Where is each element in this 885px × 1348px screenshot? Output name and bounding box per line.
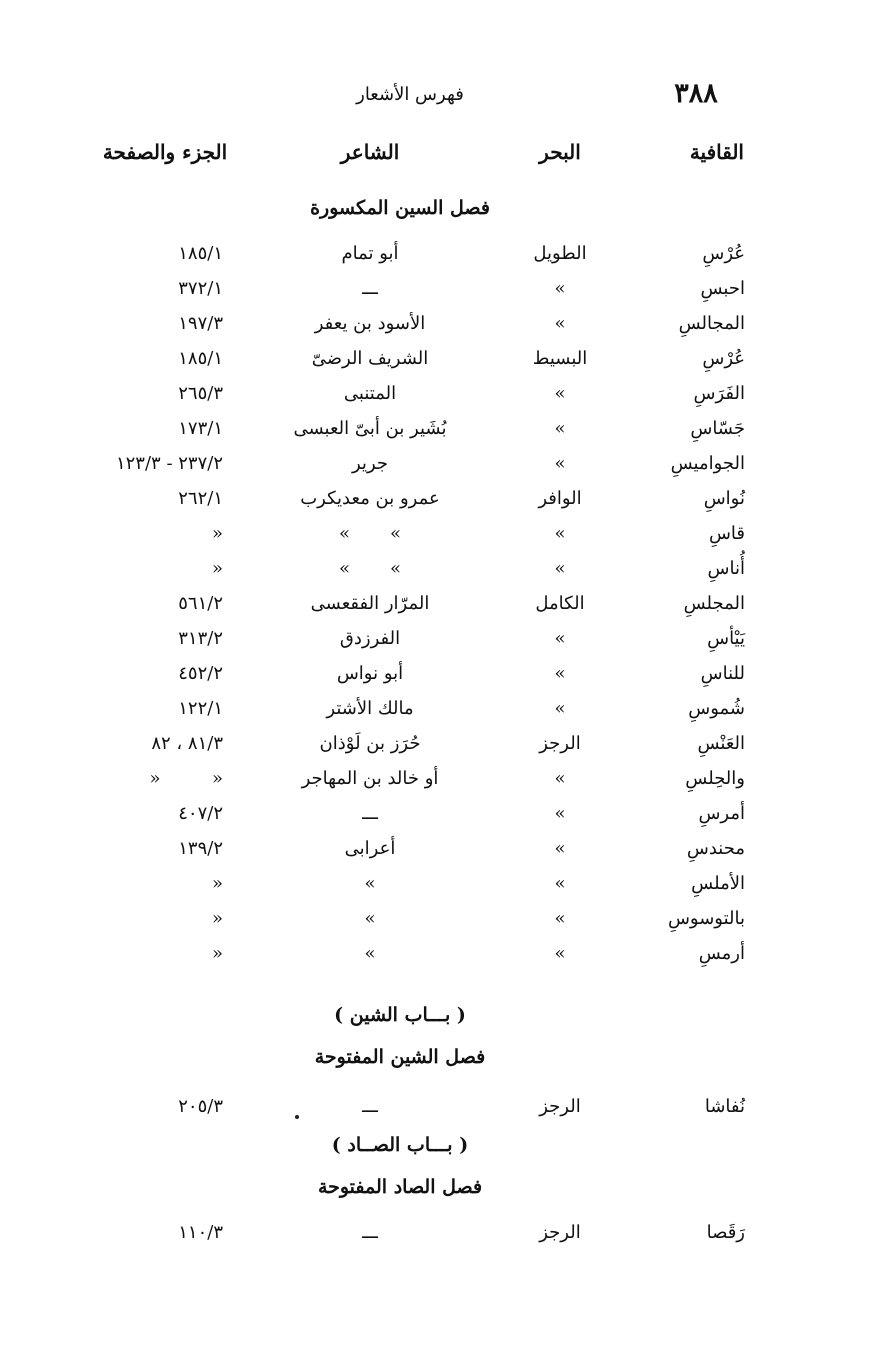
- reference-cell: ١٧٣/١: [178, 418, 223, 439]
- rhyme-cell: احبسِ: [700, 278, 745, 299]
- reference-cell: ٤٥٢/٢: [178, 663, 223, 684]
- rhyme-cell: المجلسِ: [683, 593, 745, 614]
- table-row: [0, 1216, 885, 1250]
- ink-speck: [295, 1115, 299, 1119]
- meter-cell: البسيط: [532, 348, 588, 369]
- meter-cell: »: [554, 628, 566, 649]
- poet-cell: جرير: [352, 453, 388, 474]
- meter-cell: الرجز: [539, 1096, 581, 1117]
- reference-cell: ١٢٢/١: [178, 698, 223, 719]
- rhyme-cell: عُرْسِ: [702, 243, 745, 264]
- reference-cell: »: [211, 943, 223, 964]
- rhyme-cell: نُواسِ: [703, 488, 745, 509]
- poet-cell: المرّار الفقعسى: [310, 593, 430, 614]
- poet-cell: مالك الأشتر: [326, 698, 414, 719]
- poet-cell: أعرابى: [344, 838, 396, 859]
- poet-cell: حُرَز بن لَوْذان: [319, 733, 421, 754]
- meter-cell: »: [554, 278, 566, 299]
- table-row: [0, 1090, 885, 1124]
- table-row: [0, 447, 885, 481]
- table-row: [0, 797, 885, 831]
- rhyme-cell: العَنْسِ: [697, 733, 745, 754]
- rhyme-cell: أُناسِ: [707, 558, 745, 579]
- table-row: [0, 377, 885, 411]
- table-row: [0, 342, 885, 376]
- meter-cell: »: [554, 803, 566, 824]
- rhyme-cell: محندسِ: [686, 838, 745, 859]
- table-row: [0, 657, 885, 691]
- table-row: [0, 867, 885, 901]
- poet-cell: الأسود بن يعفر: [314, 313, 426, 334]
- reference-cell: ١٩٧/٣: [178, 313, 223, 334]
- poet-cell: الفرزدق: [339, 628, 401, 649]
- meter-cell: »: [554, 768, 566, 789]
- rhyme-cell: الجواميسِ: [670, 453, 745, 474]
- column-headers: [0, 140, 885, 174]
- reference-cell: ٢٠٥/٣: [178, 1096, 223, 1117]
- reference-cell: ٢٣٧/٢ - ١٢٣/٣: [115, 453, 223, 474]
- reference-cell: ١٨٥/١: [178, 348, 223, 369]
- meter-cell: الطويل: [533, 243, 587, 264]
- column-header-rhyme: القافية: [689, 140, 744, 164]
- table-row: [0, 272, 885, 306]
- table-row: [0, 552, 885, 586]
- reference-cell: ١١٠/٣: [178, 1222, 223, 1243]
- rhyme-cell: عُرْسِ: [702, 348, 745, 369]
- poet-cell: ـــ: [362, 1222, 378, 1243]
- meter-cell: »: [554, 838, 566, 859]
- meter-cell: الرجز: [539, 1222, 581, 1243]
- rhyme-cell: أرمسِ: [698, 943, 745, 964]
- column-header-volume-page: الجزء والصفحة: [102, 140, 228, 164]
- column-header-meter: البحر: [539, 140, 581, 164]
- poet-cell: الشريف الرضىّ: [311, 348, 429, 369]
- meter-cell: »: [554, 383, 566, 404]
- poet-cell: أبو تمام: [341, 243, 399, 264]
- meter-cell: »: [554, 453, 566, 474]
- rhyme-cell: شُموسِ: [688, 698, 745, 719]
- reference-cell: ٤٠٧/٢: [178, 803, 223, 824]
- table-row: [0, 307, 885, 341]
- rhyme-cell: نُفاشا: [704, 1096, 745, 1117]
- reference-cell: ٣١٣/٢: [178, 628, 223, 649]
- meter-cell: »: [554, 698, 566, 719]
- poet-cell: ـــ: [362, 803, 378, 824]
- running-header: [0, 78, 885, 114]
- section-heading: فصل الشين المفتوحة: [314, 1046, 486, 1068]
- rhyme-cell: الأملسِ: [691, 873, 745, 894]
- table-row: [0, 622, 885, 656]
- table-row: [0, 762, 885, 796]
- table-row: [0, 902, 885, 936]
- meter-cell: »: [554, 908, 566, 929]
- poet-cell: ـــ: [362, 1096, 378, 1117]
- running-title: فهرس الأشعار: [356, 84, 464, 105]
- poet-cell: ـــ: [362, 278, 378, 299]
- poet-cell: عمرو بن معديكرب: [300, 488, 440, 509]
- poet-cell: »: [364, 908, 376, 929]
- reference-cell: » »: [149, 768, 223, 789]
- poet-cell: » »: [338, 523, 402, 544]
- rhyme-cell: للناسِ: [700, 663, 745, 684]
- poet-cell: أبو نواس: [336, 663, 404, 684]
- page-number: ٣٨٨: [674, 78, 718, 109]
- meter-cell: »: [554, 873, 566, 894]
- reference-cell: ١٨٥/١: [178, 243, 223, 264]
- reference-cell: ٨١/٣ ، ٨٢: [151, 733, 223, 754]
- column-header-poet: الشاعر: [340, 140, 400, 164]
- meter-cell: »: [554, 663, 566, 684]
- table-row: [0, 412, 885, 446]
- reference-cell: ٢٦٢/١: [178, 488, 223, 509]
- meter-cell: »: [554, 523, 566, 544]
- poet-cell: المتنبى: [343, 383, 397, 404]
- table-row: [0, 482, 885, 516]
- table-row: [0, 692, 885, 726]
- rhyme-cell: جَسّاسِ: [690, 418, 745, 439]
- reference-cell: »: [211, 558, 223, 579]
- table-row: [0, 517, 885, 551]
- reference-cell: »: [211, 908, 223, 929]
- rhyme-cell: أمرسِ: [698, 803, 745, 824]
- table-row: [0, 832, 885, 866]
- poet-cell: »: [364, 873, 376, 894]
- table-row: [0, 237, 885, 271]
- rhyme-cell: بالتوسوسِ: [667, 908, 745, 929]
- meter-cell: »: [554, 418, 566, 439]
- rhyme-cell: والحِلسِ: [685, 768, 745, 789]
- reference-cell: »: [211, 523, 223, 544]
- poet-cell: »: [364, 943, 376, 964]
- meter-cell: »: [554, 313, 566, 334]
- reference-cell: »: [211, 873, 223, 894]
- section-heading: ( بـــاب الصــاد ): [331, 1134, 469, 1156]
- reference-cell: ٢٦٥/٣: [178, 383, 223, 404]
- reference-cell: ١٣٩/٢: [178, 838, 223, 859]
- meter-cell: الوافر: [538, 488, 582, 509]
- reference-cell: ٥٦١/٢: [178, 593, 223, 614]
- reference-cell: ٣٧٢/١: [178, 278, 223, 299]
- rhyme-cell: الفَرَسِ: [693, 383, 745, 404]
- meter-cell: »: [554, 943, 566, 964]
- section-heading: فصل الصاد المفتوحة: [317, 1176, 483, 1198]
- meter-cell: الكامل: [535, 593, 585, 614]
- poet-cell: » »: [338, 558, 402, 579]
- section-heading: ( بـــاب الشين ): [334, 1004, 466, 1026]
- rhyme-cell: قاسِ: [708, 523, 745, 544]
- table-row: [0, 727, 885, 761]
- poet-cell: أو خالد بن المهاجر: [301, 768, 439, 789]
- table-row: [0, 937, 885, 971]
- meter-cell: الرجز: [539, 733, 581, 754]
- rhyme-cell: المجالسِ: [678, 313, 745, 334]
- rhyme-cell: يَيْأسِ: [707, 628, 745, 649]
- rhyme-cell: رَقَصا: [706, 1222, 745, 1243]
- table-row: [0, 587, 885, 621]
- poet-cell: بُشَير بن أبىّ العبسى: [293, 418, 447, 439]
- section-heading: فصل السين المكسورة: [310, 197, 490, 219]
- meter-cell: »: [554, 558, 566, 579]
